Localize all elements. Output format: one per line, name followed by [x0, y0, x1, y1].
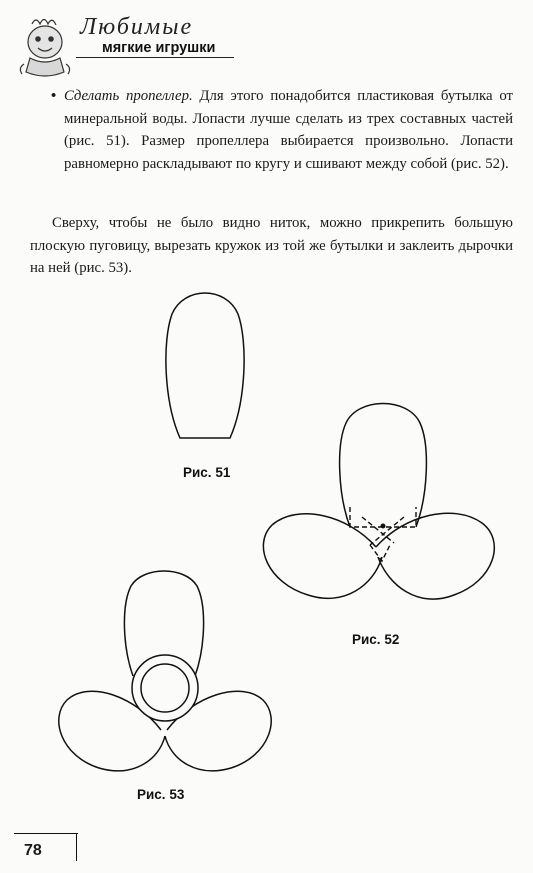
series-title: Любимые [80, 14, 194, 40]
page-number: 78 [24, 842, 42, 859]
bullet-paragraph [51, 85, 513, 175]
figure-52-propeller [258, 395, 503, 630]
figure-53-propeller [55, 568, 280, 783]
series-subtitle: мягкие игрушки [102, 40, 216, 56]
figure-53-caption: Рис. 53 [137, 787, 185, 802]
bullet-lead: Сделать пропеллер. [64, 88, 193, 104]
figure-51-blade [150, 282, 260, 447]
figure-52-caption: Рис. 52 [352, 632, 400, 647]
footer-rule-vertical [76, 833, 77, 861]
bullet-text: Для этого понадобится пластиковая бутылка от минеральной воды. Лопасти лучше сделать из трех составных частей (рис. 51). Размер пропеллера выбирается произвольно. Лопасти равномерно раскладывают по кругу и сшивают между собой (рис. 52). [64, 88, 513, 172]
doll-logo-icon [14, 14, 76, 80]
paragraph-2: Сверху, чтобы не было видно ниток, можно прикрепить большую плоскую пуговицу, вырезать кружок из той же бутылки и заклеить дырочки на ней (рис. 53). [30, 215, 513, 276]
footer-rule [14, 833, 78, 834]
figure-51-caption: Рис. 51 [183, 465, 231, 480]
bullet-icon: • [51, 88, 57, 104]
header-rule [76, 57, 234, 58]
